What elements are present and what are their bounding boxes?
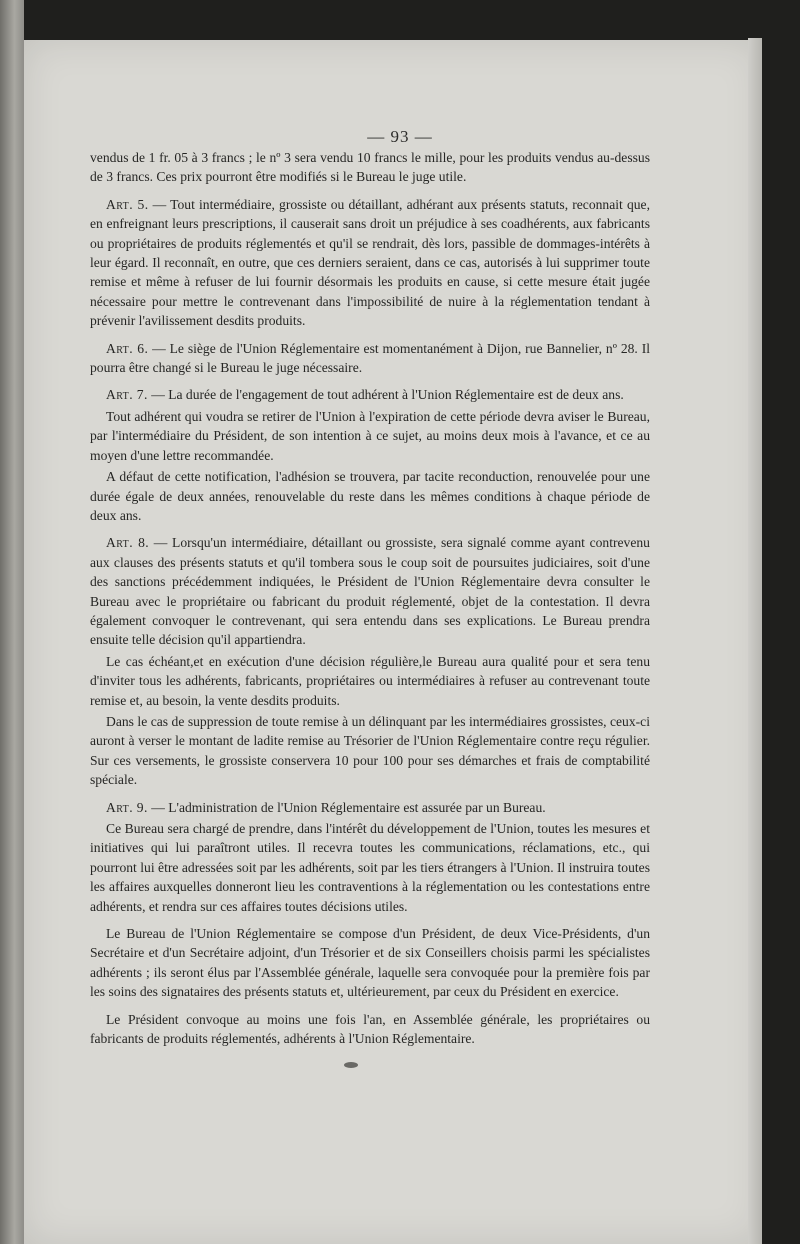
paragraph-text: Le cas échéant,et en exécution d'une décision régulière,le Bureau aura qualité pour et sera tenu d'inviter tous les adhérents, fabricants, propriétaires ou intermédiaires à refuser au contrevenant toute remise et, au besoin, la vente desdits produits. xyxy=(90,653,650,708)
paragraph-text: Dans le cas de suppression de toute remise à un délinquant par les intermédiaires grossistes, ceux-ci auront à verser le montant de ladite remise au Trésorier de l'Union Réglementaire contre reçu régulier. Sur ces versements, le grossiste conservera 10 pour 100 pour ses démarches et frais de comptabilité spéciale. xyxy=(90,713,650,788)
paper-right-edge xyxy=(748,38,762,1244)
article-label: Art. 7. xyxy=(106,387,148,403)
article-label: Art. 6. xyxy=(106,340,149,356)
paragraph xyxy=(90,195,650,331)
facing-page-edge xyxy=(0,0,24,1244)
paragraph-text: — Tout intermédiaire, grossiste ou détaillant, adhérant aux présents statuts, reconnait que, en enfreignant leurs prescriptions, il causerait sans droit un préjudice à ses coadhérents, aux fabricants ou propriétaires de produits réglementés et qu'il se rendrait, dès lors, passible de dommages-intérêts à leur égard. Il reconnaît, en outre, que ces derniers seraient, dans ce cas, autorisés à lui supprimer toute remise et même à refuser de lui fournir désormais les produits en cause, si cette mesure était jugée nécessaire pour mettre le contrevenant dans l'impossibilité de nuire à la réglementation tendant à prévenir l'avilissement desdits produits. xyxy=(90,196,650,329)
paragraph-text: — Lorsqu'un intermédiaire, détaillant ou grossiste, sera signalé comme ayant contrevenu aux clauses des présents statuts et qu'il tombera sous le coup soit de poursuites judiciaires, soit d'une des sanctions précédemment indiquées, le Président de l'Union Réglementaire devra consulter le Bureau avec le propriétaire ou fabricant du produit réglementé, objet de la contestation. Il devra également convoquer le contrevenant, qui sera entendu dans ses explications. Le Bureau prendra ensuite telle décision qu'il appartiendra. xyxy=(90,535,650,648)
paragraph-text: — L'administration de l'Union Réglementaire est assurée par un Bureau. xyxy=(147,799,546,815)
paragraph xyxy=(90,798,650,817)
paragraph xyxy=(90,533,650,649)
paragraph xyxy=(90,1010,650,1049)
paragraph xyxy=(90,339,650,378)
article-label: Art. 5. xyxy=(106,196,149,212)
paragraph xyxy=(90,712,650,790)
body-text xyxy=(90,148,650,1056)
paragraph xyxy=(90,467,650,525)
page-number: — 93 — xyxy=(367,127,433,146)
printer-ornament xyxy=(344,1062,358,1068)
paragraph-text: A défaut de cette notification, l'adhésion se trouvera, par tacite reconduction, renouvelée pour une durée égale de deux années, renouvelable du reste dans les mêmes conditions à chaque période de deux ans. xyxy=(90,469,650,523)
paragraph xyxy=(90,652,650,710)
paragraph-text: Tout adhérent qui voudra se retirer de l'Union à l'expiration de cette période devra aviser le Bureau, par l'intermédiaire du Président, de son intention à ce sujet, au moins deux mois à l'avance, et ce au moyen d'une lettre recommandée. xyxy=(90,408,650,463)
article-label: Art. 8. xyxy=(106,535,150,551)
paragraph xyxy=(90,407,650,465)
paragraph-text: — La durée de l'engagement de tout adhérent à l'Union Réglementaire est de deux ans. xyxy=(147,387,624,403)
paragraph xyxy=(90,924,650,1002)
paragraph-text: Le Bureau de l'Union Réglementaire se compose d'un Président, de deux Vice-Présidents, d'un Secrétaire et d'un Secrétaire adjoint, d'un Trésorier et de six Conseillers choisis parmi les spécialistes adhérents ; ils seront élus par l'Assemblée générale, laquelle sera convoquée pour la première fois par les soins des signataires des présents statuts et, ultérieurement, par ceux du Président en exercice. xyxy=(90,926,650,1000)
paragraph-text: Ce Bureau sera chargé de prendre, dans l'intérêt du développement de l'Union, toutes les mesures et initiatives qui lui paraîtront utiles. Il recevra toutes les communications, réclamations, etc., qui pourront lui être adressées soit par les adhérents, soit par les tiers étrangers à l'Union. Il instruira toutes les affaires auxquelles donneront lieu les contraventions à la réglementation ou les contestations entre adhérents, et rendra sur ces affaires toutes décisions utiles. xyxy=(90,821,650,914)
paragraph-text: vendus de 1 fr. 05 à 3 francs ; le nº 3 sera vendu 10 francs le mille, pour les produits vendus au-dessus de 3 francs. Ces prix pourront être modifiés si le Bureau le juge utile. xyxy=(90,150,650,185)
paragraph-text: — Le siège de l'Union Réglementaire est momentanément à Dijon, rue Bannelier, nº 28. Il pourra être changé si le Bureau le juge nécessaire. xyxy=(90,340,650,376)
paragraph xyxy=(90,148,650,187)
paragraph xyxy=(90,385,650,404)
paragraph xyxy=(90,819,650,916)
article-label: Art. 9. xyxy=(106,799,148,815)
paragraph-text: Le Président convoque au moins une fois l'an, en Assemblée générale, les propriétaires ou fabricants de produits réglementés, adhérents à l'Union Réglementaire. xyxy=(90,1011,650,1047)
